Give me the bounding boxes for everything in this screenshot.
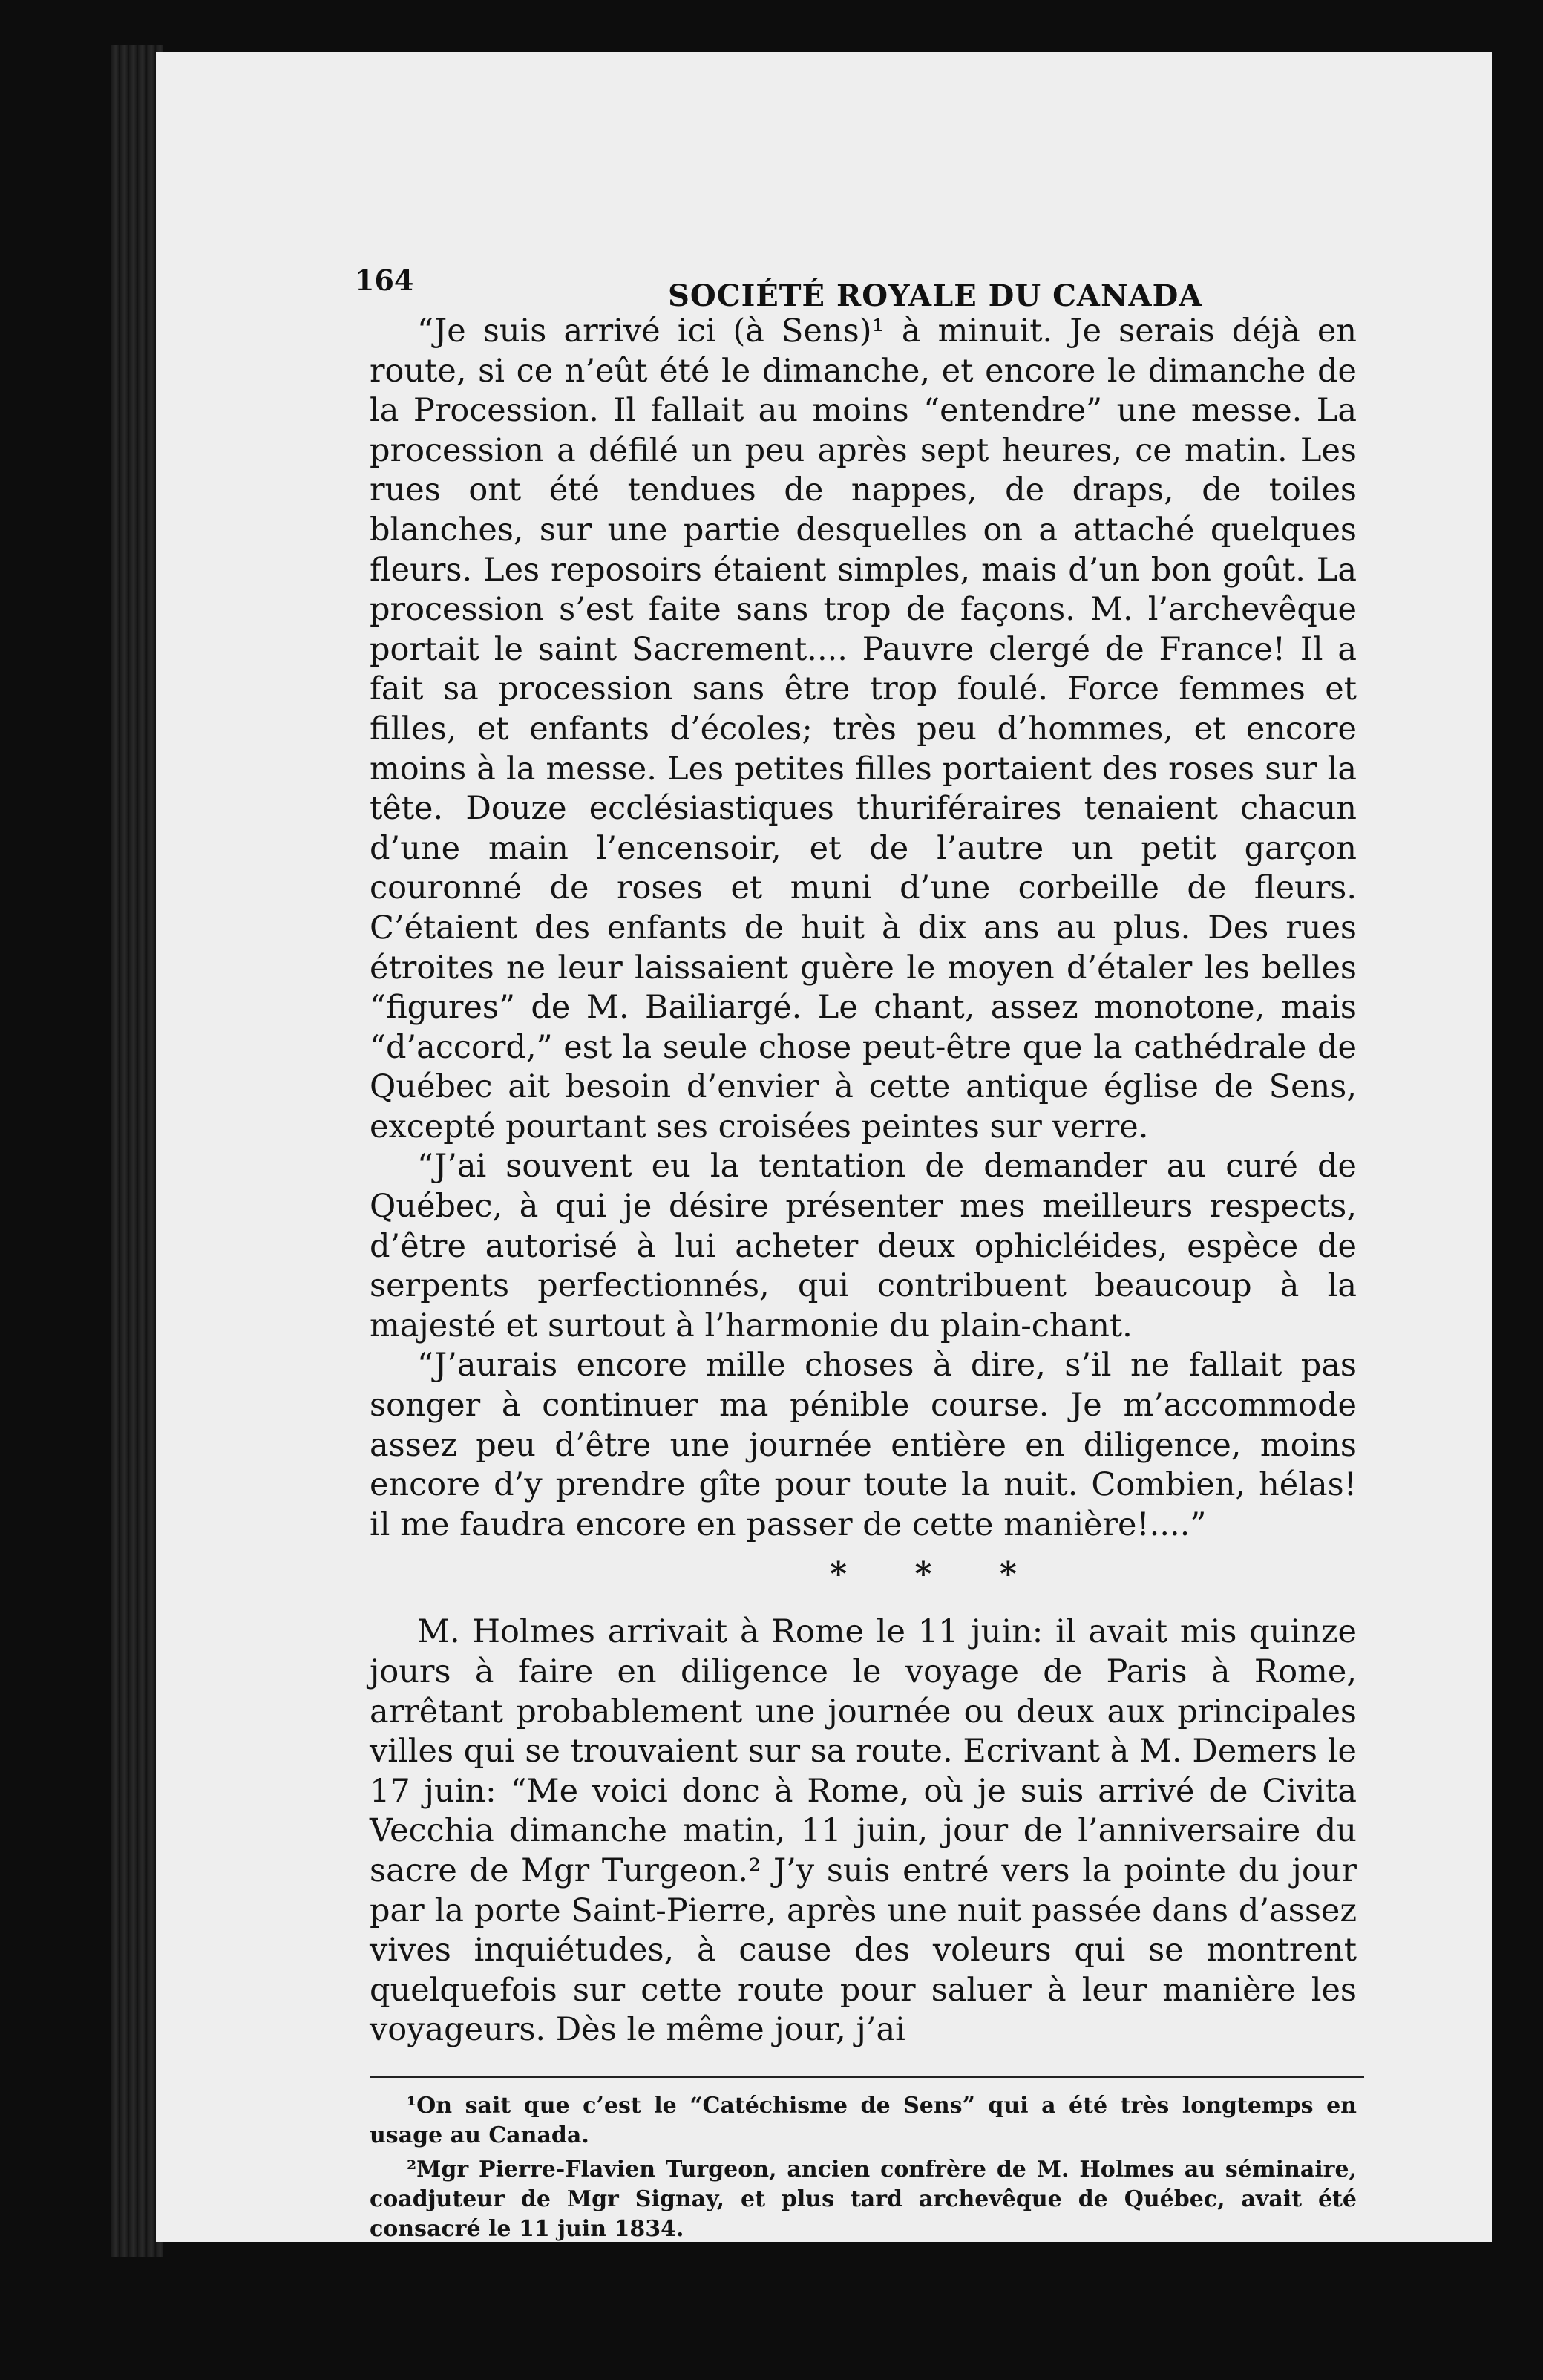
page-number: 164 <box>355 264 414 297</box>
running-title: SOCIÉTÉ ROYALE DU CANADA <box>668 278 1203 313</box>
paragraph-2: “J’ai souvent eu la tentation de demander au curé de Québec, à qui je désire présenter mes meilleurs respects, d’être autorisé à lui acheter deux ophicléides, espèce de serpents perfectionnés, qui contribuent beaucoup à la majesté et surtout à l’harmonie du plain-chant. <box>370 1148 1357 1344</box>
footnote-1: ¹On sait que c’est le “Catéchisme de Sens” qui a été très longtemps en usage au Canada. <box>370 2092 1357 2148</box>
page-body <box>370 312 1357 2244</box>
paragraph-1: “Je suis arrivé ici (à Sens)¹ à minuit. Je serais déjà en route, si ce n’eût été le dimanche, et encore le dimanche de la Procession. Il fallait au moins “entendre” une messe. La procession a défilé un peu après sept heures, ce matin. Les rues ont été tendues de nappes, de draps, de toiles blanches, sur une partie desquelles on a attaché quelques fleurs. Les reposoirs étaient simples, mais d’un bon goût. La procession s’est faite sans trop de façons. M. l’archevêque portait le saint Sacrement.... Pauvre clergé de France! Il a fait sa procession sans être trop foulé. Force femmes et filles, et enfants d’écoles; très peu d’hommes, et encore moins à la messe. Les petites filles portaient des roses sur la tête. Douze ecclésiastiques thuriféraires tenaient chacun d’une main l’encensoir, et de l’autre un petit garçon couronné de roses et muni d’une corbeille de fleurs. C’étaient des enfants de huit à dix ans au plus. Des rues étroites ne leur laissaient guère le moyen d’étaler les belles “figures” de M. Bailiargé. Le chant, assez monotone, mais “d’accord,” est la seule chose peut-être que la cathédrale de Québec ait besoin d’envier à cette antique église de Sens, excepté pourtant ses croisées peintes sur verre. <box>370 313 1357 1145</box>
section-separator: * * * <box>830 1555 1045 1594</box>
paragraph-3: “J’aurais encore mille choses à dire, s’il ne fallait pas songer à continuer ma pénible course. Je m’accommode assez peu d’être une journée entière en diligence, moins encore d’y prendre gîte pour toute la nuit. Combien, hélas! il me faudra encore en passer de cette manière!....” <box>370 1347 1357 1543</box>
footnote-rule <box>370 2076 1364 2078</box>
footnote-2: ²Mgr Pierre-Flavien Turgeon, ancien confrère de M. Holmes au séminaire, coadjuteur de Mgr Signay, et plus tard archevêque de Québec, avait été consacré le 11 juin 1834. <box>370 2156 1357 2242</box>
paragraph-4: M. Holmes arrivait à Rome le 11 juin: il avait mis quinze jours à faire en diligence le voyage de Paris à Rome, arrêtant probablement une journée ou deux aux principales villes qui se trouvaient sur sa route. Ecrivant à M. Demers le 17 juin: “Me voici donc à Rome, où je suis arrivé de Civita Vecchia dimanche matin, 11 juin, jour de l’anniversaire du sacre de Mgr Turgeon.² J’y suis entré vers la pointe du jour par la porte Saint-Pierre, après une nuit passée dans d’assez vives inquiétudes, à cause des voleurs qui se montrent quelquefois sur cette route pour saluer à leur manière les voyageurs. Dès le même jour, j’ai <box>370 1613 1357 2049</box>
